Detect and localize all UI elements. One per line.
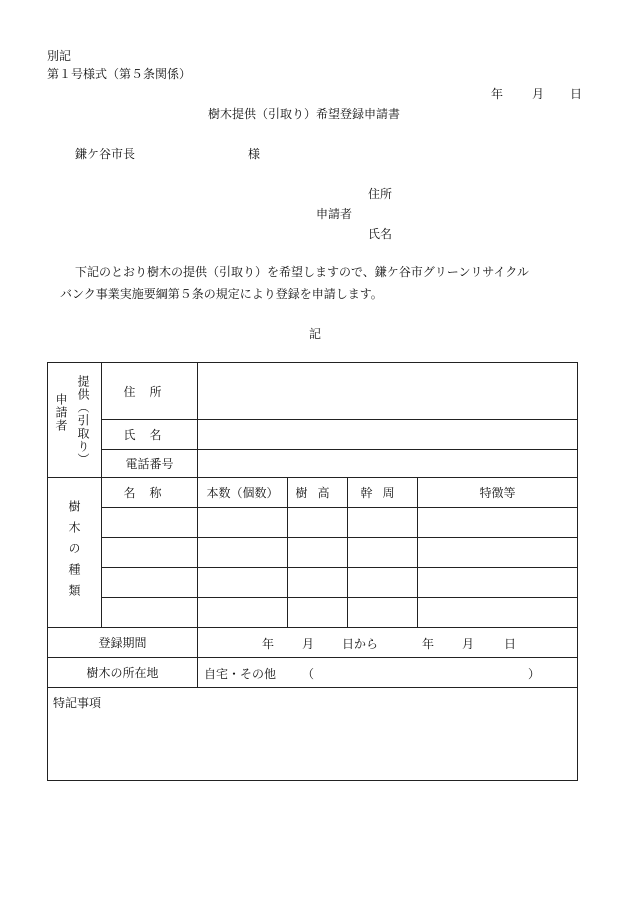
table-row (48, 508, 578, 538)
tree-girth-cell[interactable] (348, 508, 418, 538)
address-label: 住所 (102, 363, 198, 420)
period-from: 日から (342, 637, 379, 651)
form-number: 第１号様式（第５条関係） (47, 67, 192, 81)
col-features: 特徴等 (418, 478, 578, 508)
col-name: 名称 (102, 478, 198, 508)
body-line-2: バンク事業実施要綱第５条の規定により登録を申請します。 (60, 287, 383, 301)
table-row (48, 538, 578, 568)
applicant-label: 申請者 (316, 207, 353, 221)
tree-count-cell[interactable] (198, 538, 288, 568)
name-label: 氏名 (102, 420, 198, 450)
tree-height-cell[interactable] (288, 568, 348, 598)
tree-name-cell[interactable] (102, 598, 198, 628)
tree-height-cell[interactable] (288, 508, 348, 538)
tree-girth-cell[interactable] (348, 598, 418, 628)
tree-group-cell (48, 478, 102, 628)
phone-field[interactable] (198, 450, 578, 478)
addressee-honorific: 様 (248, 147, 261, 161)
tree-name-cell[interactable] (102, 568, 198, 598)
tree-girth-cell[interactable] (348, 538, 418, 568)
address-field[interactable] (198, 363, 578, 420)
name-field[interactable] (198, 420, 578, 450)
applicant-vertical-label: 申請者 (54, 393, 68, 432)
tree-height-cell[interactable] (288, 598, 348, 628)
tree-features-cell[interactable] (418, 538, 578, 568)
date-month: 月 (532, 87, 545, 101)
tree-vertical-label: 樹木の種類 (67, 500, 81, 605)
date-year: 年 (491, 87, 504, 101)
col-height: 樹高 (288, 478, 348, 508)
tree-count-cell[interactable] (198, 568, 288, 598)
body-line-1: 下記のとおり樹木の提供（引取り）を希望しますので、鎌ケ谷市グリーンリサイクル (75, 265, 529, 279)
document-title: 樹木提供（引取り）希望登録申請書 (208, 107, 401, 121)
table-row (48, 598, 578, 628)
location-label: 樹木の所在地 (48, 658, 198, 688)
applicant-name-label: 氏名 (368, 227, 393, 241)
period-label: 登録期間 (48, 628, 198, 658)
location-field[interactable] (198, 658, 578, 688)
tree-features-cell[interactable] (418, 598, 578, 628)
tree-count-cell[interactable] (198, 598, 288, 628)
date-day: 日 (570, 87, 583, 101)
tree-features-cell[interactable] (418, 568, 578, 598)
location-value: 自宅・その他 (204, 667, 277, 681)
location-paren-close: ） (528, 667, 541, 681)
tree-features-cell[interactable] (418, 508, 578, 538)
period-field[interactable] (198, 628, 578, 658)
provider-vertical-label: 提供（引取り） (76, 375, 90, 466)
applicant-group-cell (48, 363, 102, 478)
period-month-1: 月 (302, 637, 315, 651)
tree-count-cell[interactable] (198, 508, 288, 538)
phone-label: 電話番号 (102, 450, 198, 478)
annex-label: 別記 (47, 49, 72, 63)
notes-field[interactable] (48, 688, 578, 781)
addressee-name: 鎌ケ谷市長 (75, 147, 136, 161)
tree-height-cell[interactable] (288, 538, 348, 568)
col-count: 本数（個数） (198, 478, 288, 508)
period-month-2: 月 (462, 637, 475, 651)
ki-label: 記 (309, 327, 322, 341)
period-day-2: 日 (504, 637, 517, 651)
application-table (47, 362, 578, 781)
tree-name-cell[interactable] (102, 508, 198, 538)
applicant-address-label: 住所 (368, 187, 393, 201)
col-girth: 幹周 (348, 478, 418, 508)
table-row (48, 568, 578, 598)
period-year-1: 年 (262, 637, 275, 651)
period-year-2: 年 (422, 637, 435, 651)
location-paren-open: （ (302, 667, 315, 681)
notes-label: 特記事項 (53, 696, 102, 710)
tree-name-cell[interactable] (102, 538, 198, 568)
tree-girth-cell[interactable] (348, 568, 418, 598)
